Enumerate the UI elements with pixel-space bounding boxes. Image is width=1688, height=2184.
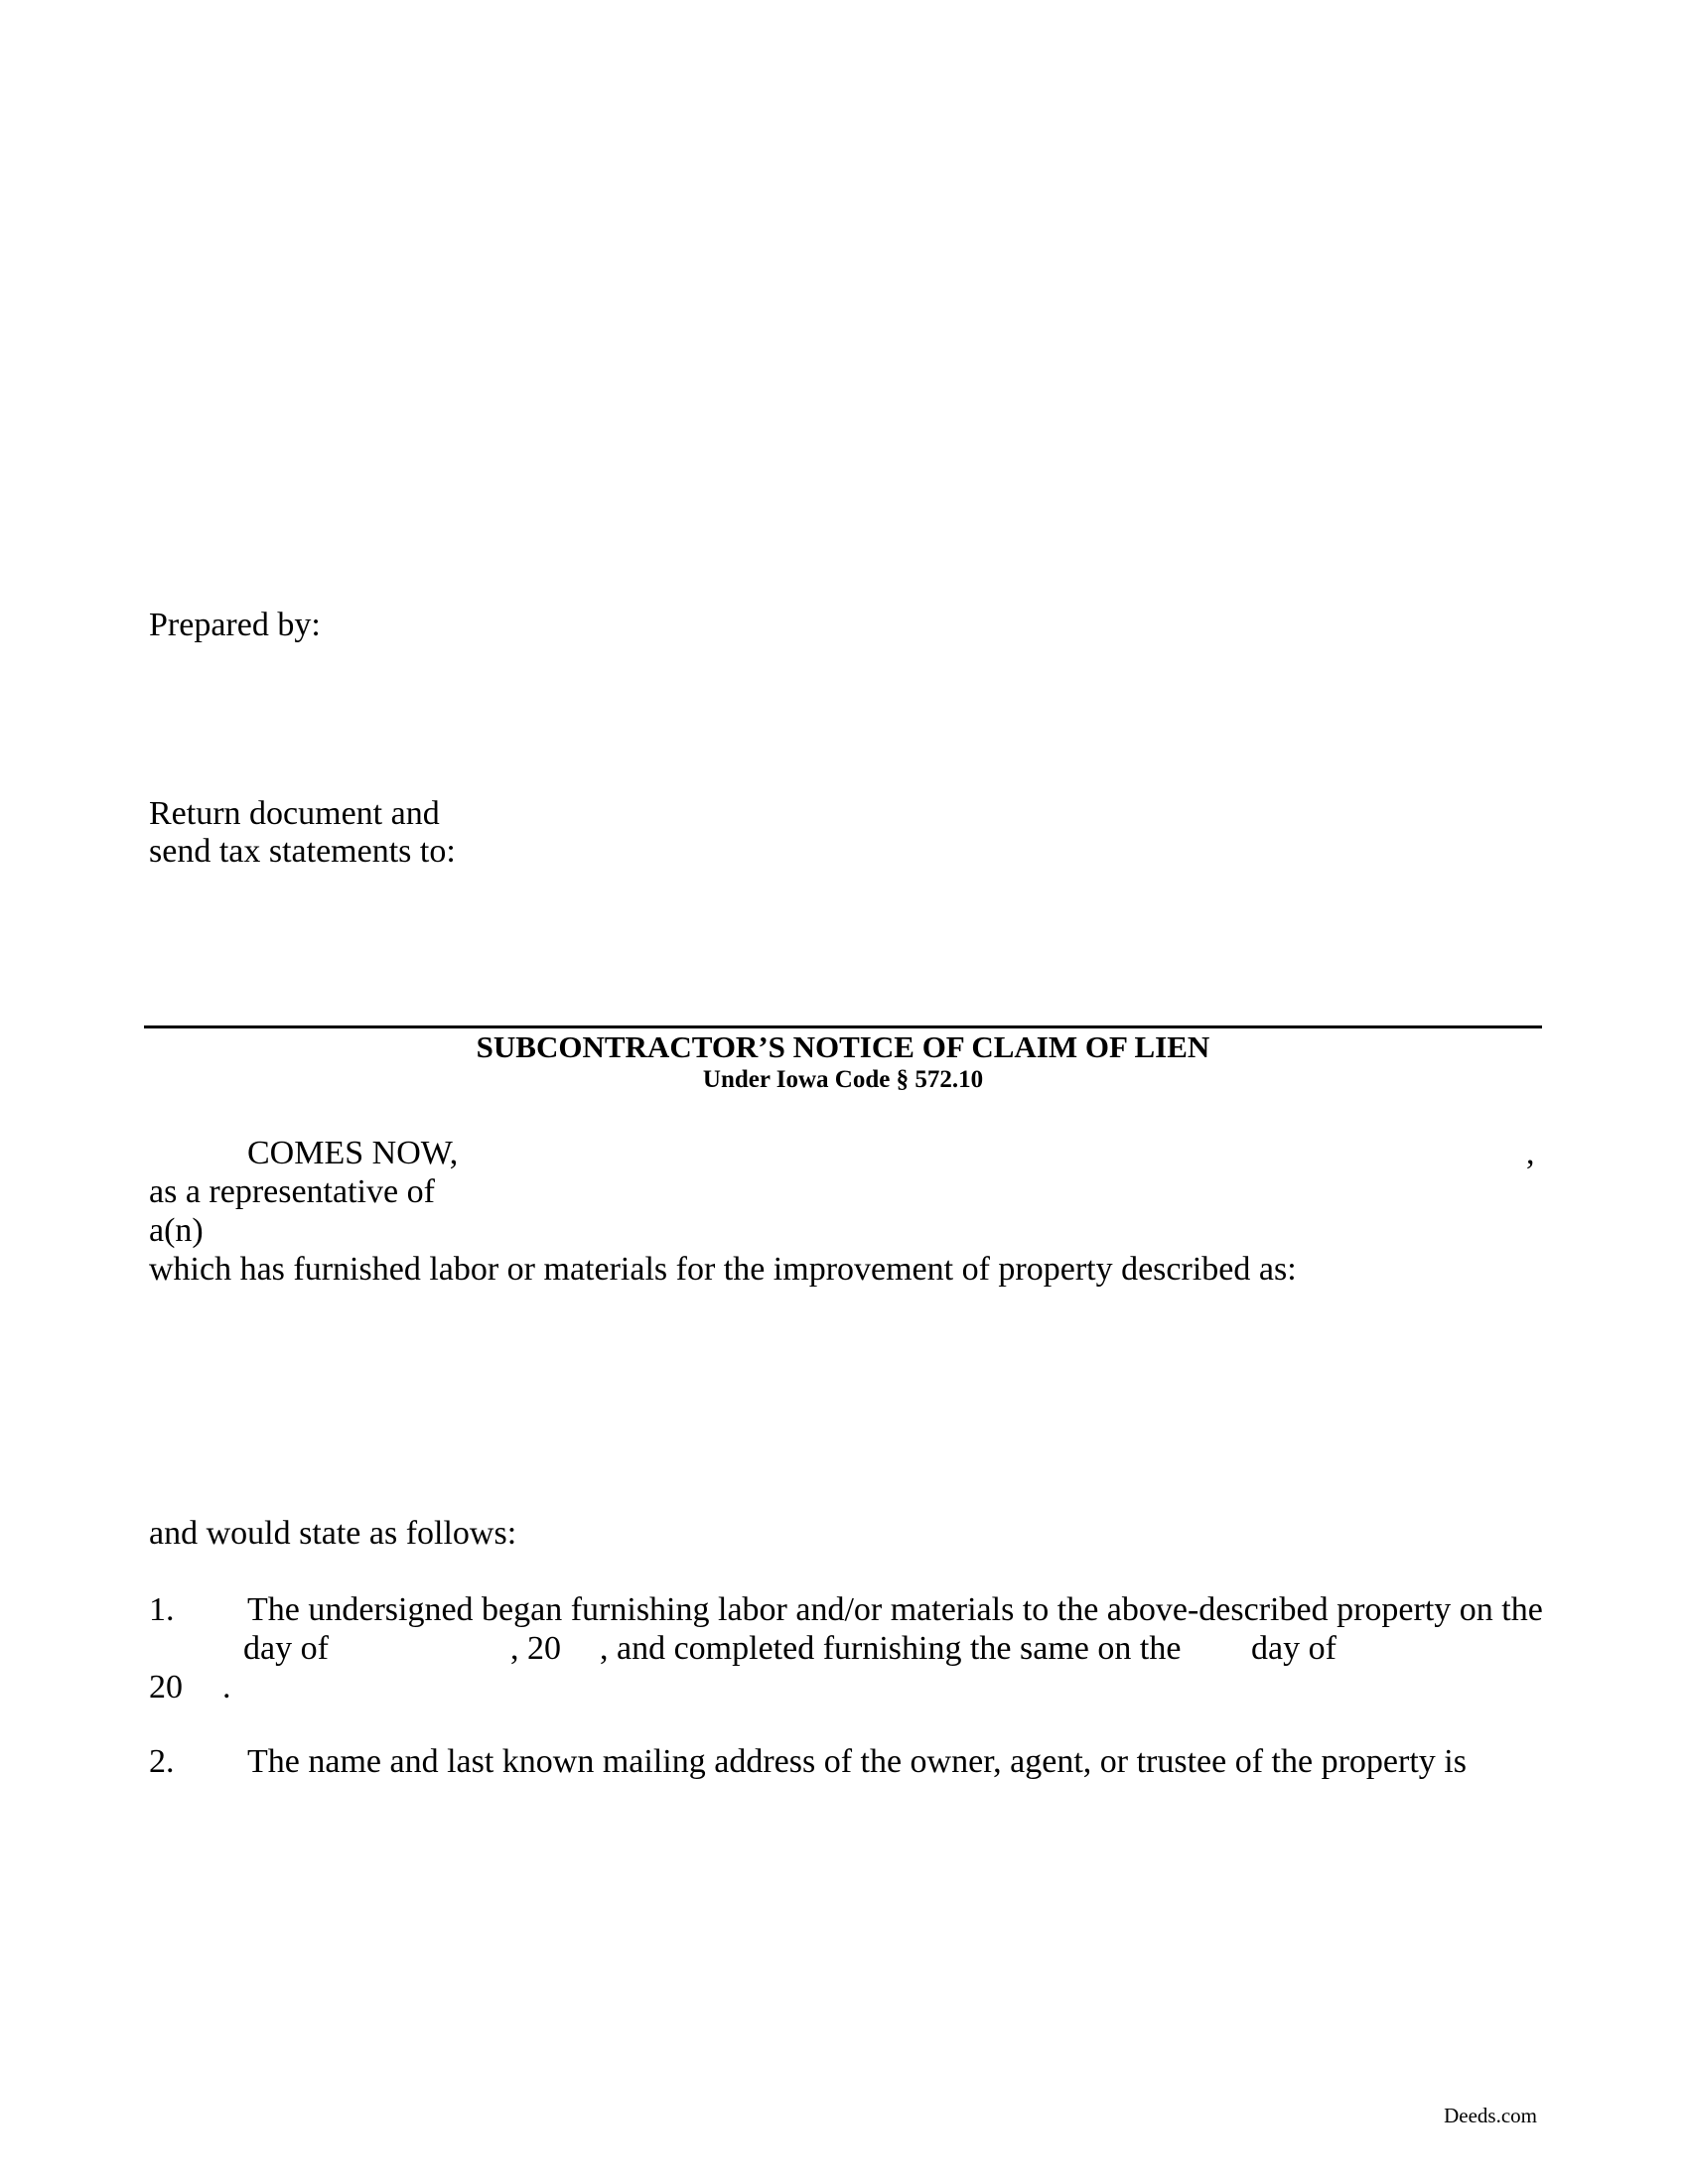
document-title: SUBCONTRACTOR’S NOTICE OF CLAIM OF LIEN (476, 1029, 1210, 1064)
representative-text: as a representative of (149, 1173, 435, 1210)
item-2-number: 2. (149, 1743, 175, 1780)
footer-brand: Deeds.com (1444, 2104, 1537, 2127)
item-1-period: . (222, 1669, 231, 1706)
furnished-text: which has furnished labor or materials for the improvement of property described as: (149, 1251, 1297, 1288)
send-tax-statements-label: send tax statements to: (149, 833, 456, 870)
item-1-line-1: The undersigned began furnishing labor and/or materials to the above-described property on the (247, 1591, 1543, 1628)
entity-type-text: a(n) (149, 1212, 204, 1249)
return-document-label: Return document and (149, 795, 440, 832)
item-1-day-of: day of (243, 1630, 329, 1667)
prepared-by-label: Prepared by: (149, 607, 321, 643)
item-1-number: 1. (149, 1591, 175, 1628)
state-as-follows-text: and would state as follows: (149, 1515, 517, 1552)
item-1-year-prefix-2: 20 (149, 1669, 183, 1706)
comes-now-comma: , (1526, 1135, 1535, 1171)
item-1-year-prefix: , 20 (510, 1630, 561, 1667)
item-1-day-of-2: day of (1251, 1630, 1336, 1667)
item-1-completed-text: , and completed furnishing the same on the (600, 1630, 1182, 1667)
item-2-text: The name and last known mailing address of the owner, agent, or trustee of the property is (247, 1743, 1467, 1780)
document-subtitle: Under Iowa Code § 572.10 (702, 1066, 984, 1093)
comes-now-text: COMES NOW, (247, 1135, 459, 1171)
